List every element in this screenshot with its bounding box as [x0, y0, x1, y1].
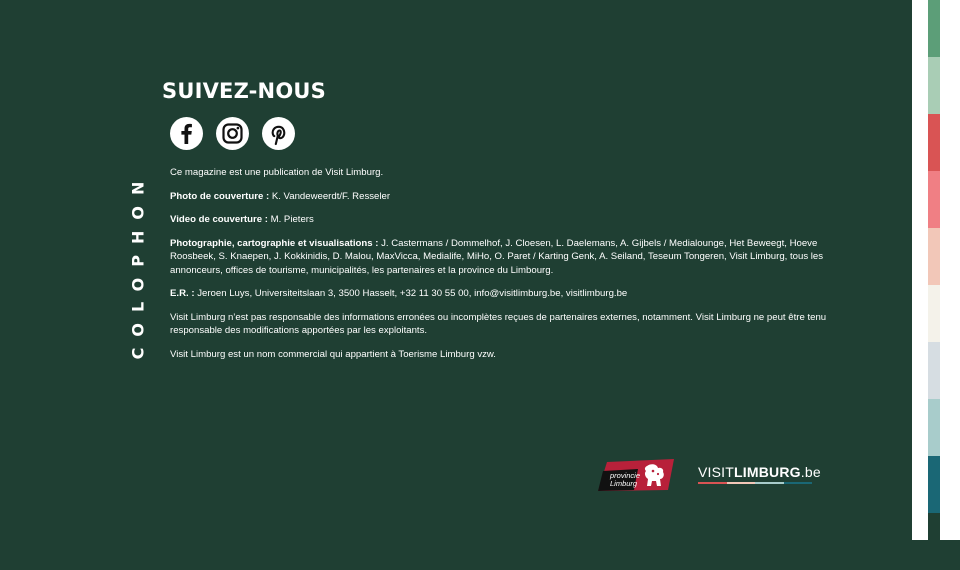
photography-text: J. Castermans / Dommelhof, J. Cloesen, L. Daelemans, A. Gijbels / Medialounge, Het Beweegt, Hoeve Roosbeek, S. Knaepen, J. Kokkinidis, D. Malou, MaxVicca, Medialife, MiHo, O. Paret / Karting Genk, A. Seiland, Teseum Tongeren, Visit Limburg, tous les annonceurs, offices de tourisme, municipalités, les partenaires et la province du Limbourg. — [170, 238, 824, 276]
cover-video-label: Video de couverture : — [170, 214, 268, 226]
colophon-text — [170, 166, 838, 372]
color-stripe — [928, 285, 940, 342]
be-suffix: .be — [800, 464, 821, 480]
color-stripes — [928, 0, 940, 540]
photography-label: Photographie, cartographie et visualisations : — [170, 238, 379, 250]
color-stripe — [928, 114, 940, 171]
province-line1: provincie — [610, 471, 641, 480]
cover-video-text: M. Pieters — [270, 214, 314, 226]
responsible-publisher — [170, 287, 838, 300]
er-label: E.R. : — [170, 288, 195, 300]
color-bar-segment — [698, 482, 727, 484]
cover-photo-credit — [170, 190, 838, 203]
color-stripe — [928, 399, 940, 456]
color-stripe — [928, 342, 940, 399]
provincie-limburg-logo — [598, 459, 676, 491]
right-edge — [940, 0, 960, 540]
province-line2: Limburg — [610, 479, 638, 488]
color-stripe — [928, 57, 940, 114]
cover-video-credit — [170, 213, 838, 226]
color-stripe — [928, 0, 940, 57]
color-bar-segment — [784, 482, 813, 484]
visit-word: VISIT — [698, 464, 735, 480]
cover-photo-label: Photo de couverture : — [170, 190, 270, 202]
visitlimburg-logo — [698, 464, 821, 486]
follow-us-heading: SUIVEZ-NOUS — [162, 79, 326, 103]
logo-color-bar — [698, 482, 812, 484]
instagram-link[interactable] — [216, 117, 249, 150]
publication-note: Ce magazine est une publication de Visit Limburg. — [170, 167, 384, 178]
social-links — [170, 117, 295, 150]
color-bar-segment — [727, 482, 756, 484]
color-bar-segment — [755, 482, 784, 484]
facebook-link[interactable] — [170, 117, 203, 150]
limburg-word: LIMBURG — [734, 464, 801, 480]
pinterest-link[interactable] — [262, 117, 295, 150]
pinterest-icon — [262, 117, 295, 150]
right-margin — [912, 0, 928, 540]
er-text: Jeroen Luys, Universiteitslaan 3, 3500 Hasselt, +32 11 30 55 00, info@visitlimburg.be, visitlimburg.be — [197, 288, 628, 300]
color-stripe — [928, 456, 940, 513]
photography-credit — [170, 237, 838, 277]
disclaimer: Visit Limburg n’est pas responsable des informations erronées ou incomplètes reçues de partenaires externes, notamment. Visit Limburg ne peut être tenu responsable des modifications apportées par les exploitants. — [170, 311, 827, 337]
colophon-title: COLOPHON — [128, 170, 148, 360]
cover-photo-text: K. Vandeweerdt/F. Resseler — [271, 190, 391, 202]
color-stripe — [928, 513, 940, 570]
instagram-icon — [216, 117, 249, 150]
trade-name-note: Visit Limburg est un nom commercial qui appartient à Toerisme Limburg vzw. — [170, 348, 496, 360]
color-stripe — [928, 171, 940, 228]
facebook-icon — [170, 117, 203, 150]
color-stripe — [928, 228, 940, 285]
